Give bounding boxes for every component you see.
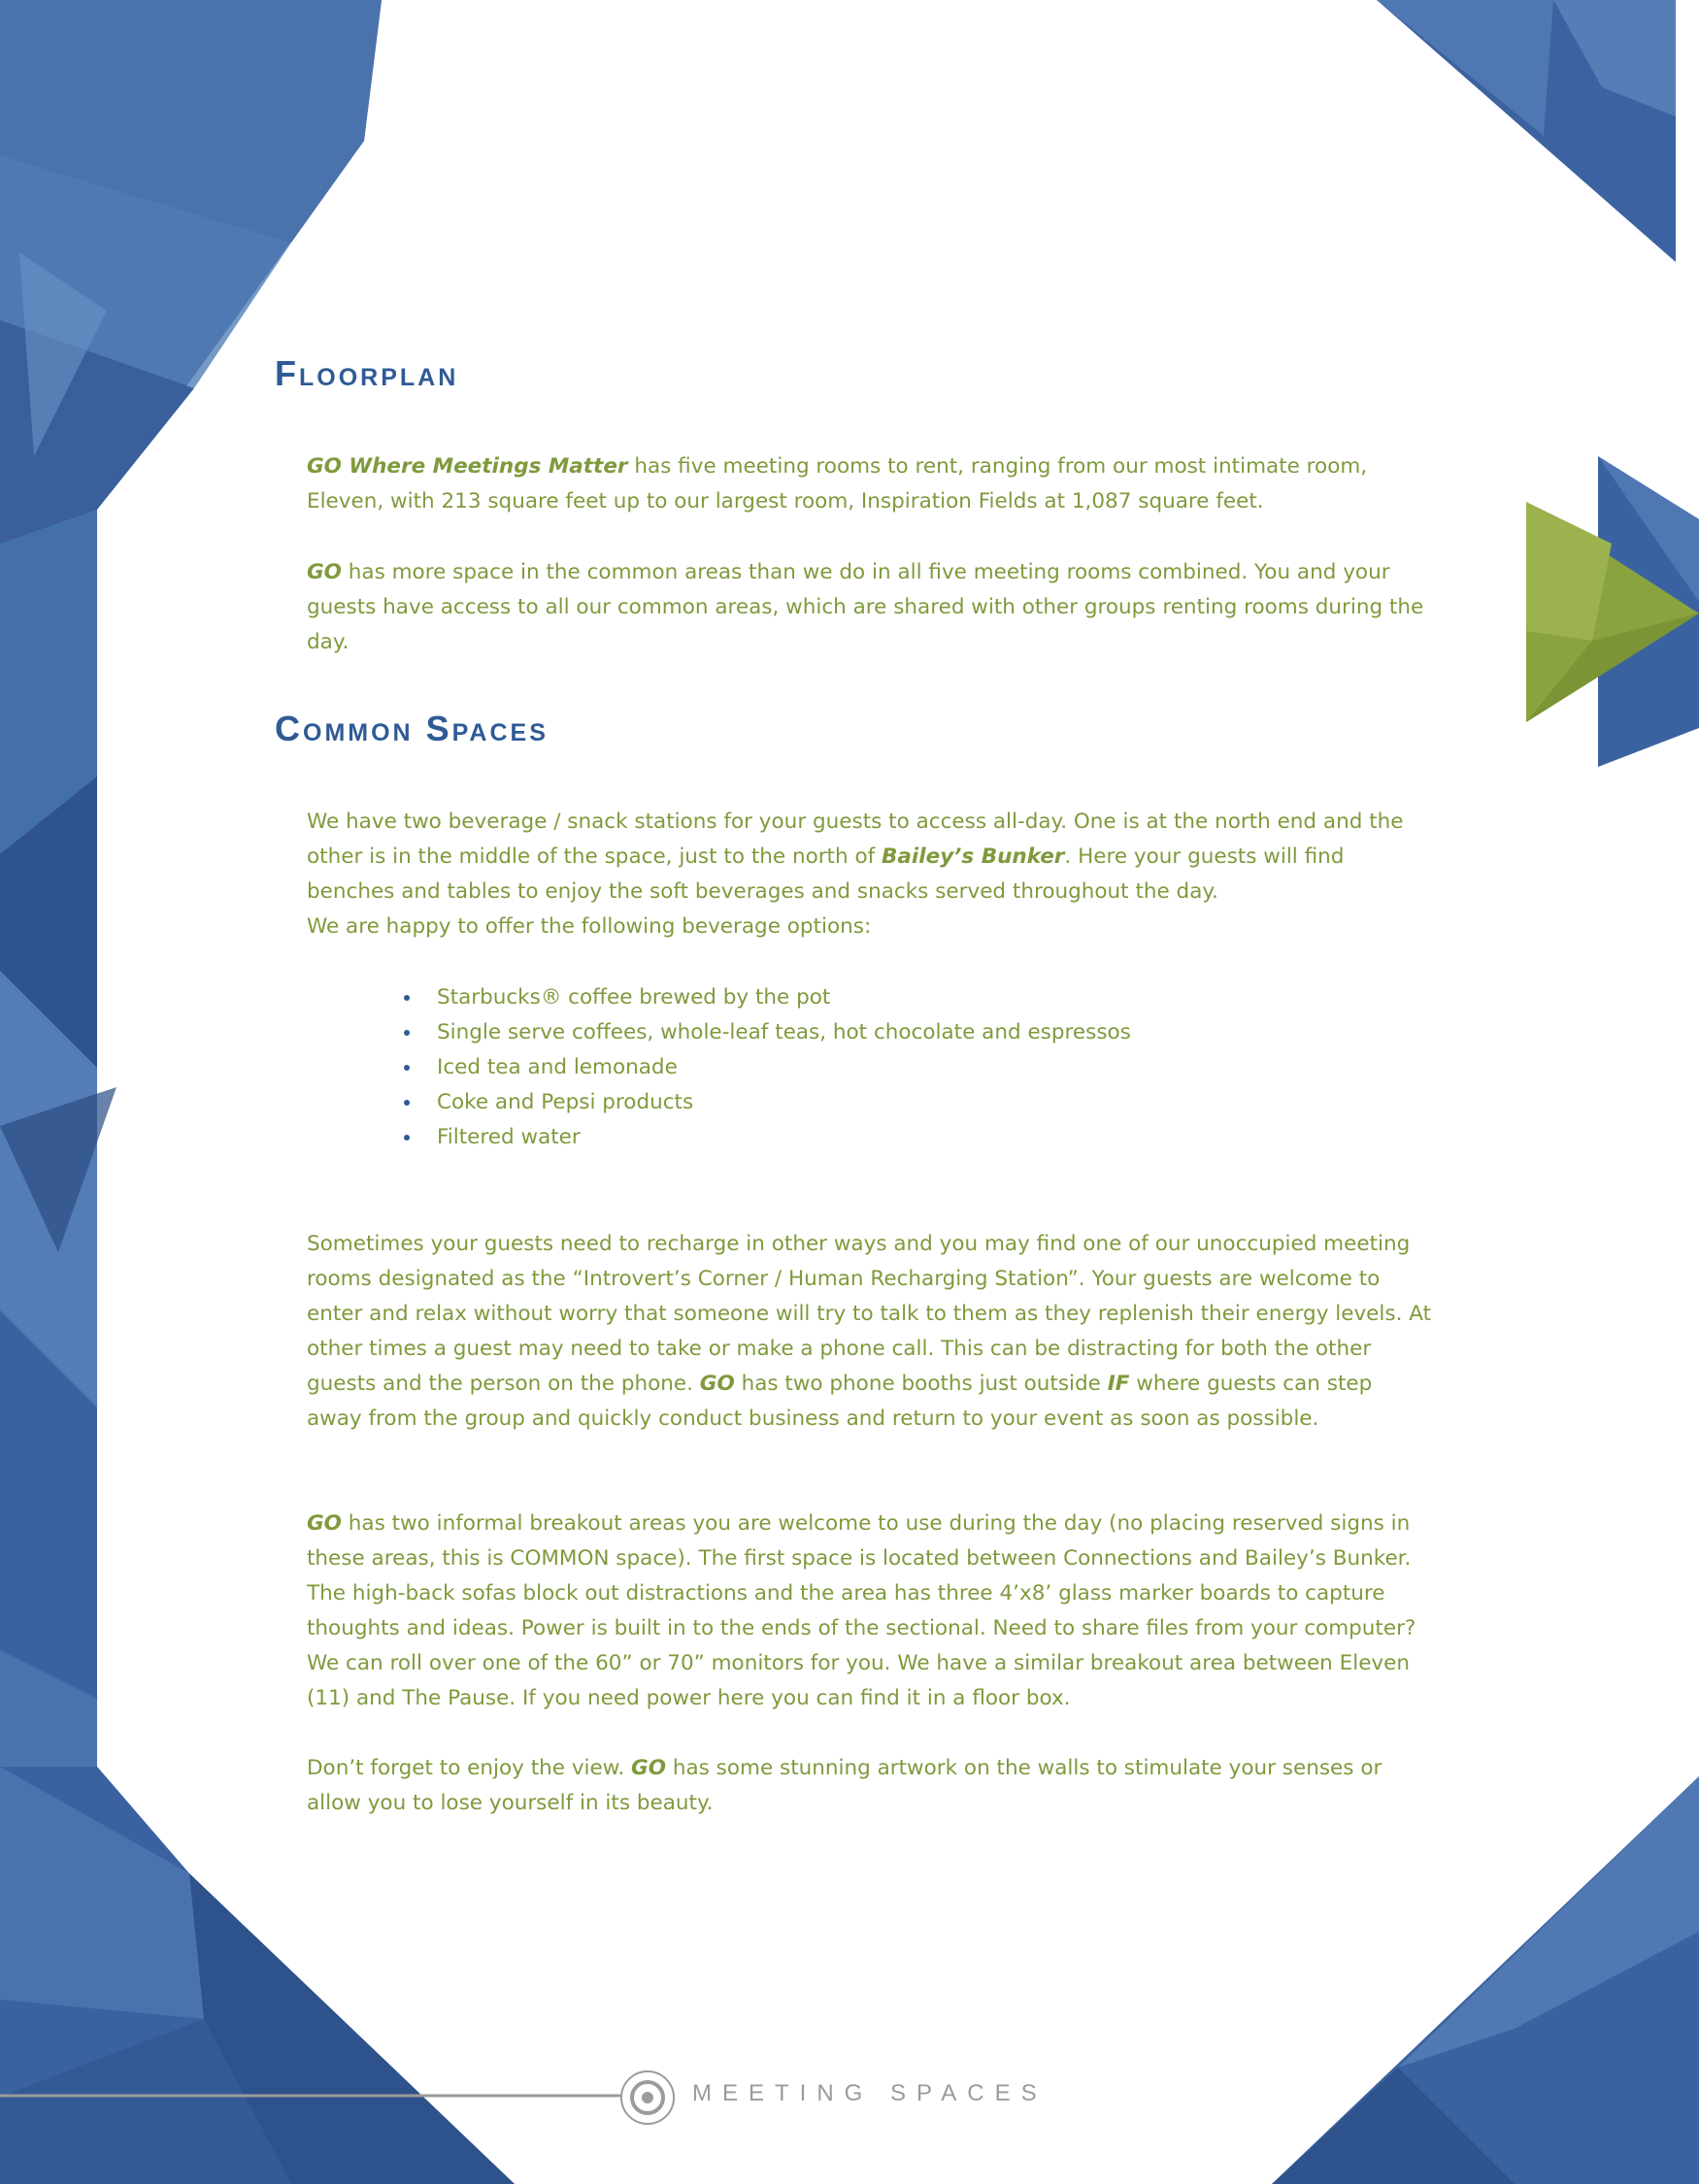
go-where-meetings-matter: GO Where Meetings Matter xyxy=(307,454,628,479)
go-name: GO xyxy=(307,560,342,584)
recharge-text-c: where guests can step away from the group and quickly conduct business and return to your event as soon as possible. xyxy=(307,1372,1373,1431)
beverage-stations-text-b: . Here your guests will find benches and tables to enjoy the soft beverages and snacks served throughout the day. xyxy=(307,844,1345,904)
floorplan-paragraph-2 xyxy=(307,555,1433,660)
go-name: GO xyxy=(631,1756,666,1780)
breakout-areas-paragraph xyxy=(307,1506,1433,1716)
list-item: Iced tea and lemonade xyxy=(398,1050,1131,1085)
beverage-list xyxy=(398,980,1131,1155)
list-item: Filtered water xyxy=(398,1120,1131,1155)
recharge-paragraph xyxy=(307,1227,1433,1437)
floorplan-heading: Floorplan xyxy=(275,353,459,393)
recharge-text-b: has two phone booths just outside xyxy=(734,1372,1108,1396)
baileys-bunker: Bailey’s Bunker xyxy=(882,844,1065,869)
list-item: Single serve coffees, whole-leaf teas, hot chocolate and espressos xyxy=(398,1015,1131,1050)
common-spaces-heading: Common Spaces xyxy=(275,709,549,748)
view-paragraph xyxy=(307,1751,1433,1821)
footer-label: MEETING SPACES xyxy=(692,2080,1048,2106)
view-text-a: Don’t forget to enjoy the view. xyxy=(307,1756,632,1780)
beverage-stations-paragraph xyxy=(307,805,1433,944)
go-name: GO xyxy=(307,1511,342,1536)
go-name: GO xyxy=(699,1372,735,1396)
beverage-options-intro: We are happy to offer the following beverage options: xyxy=(307,914,872,939)
floorplan-paragraph-2-text: has more space in the common areas than we do in all five meeting rooms combined. You and your guests have access to all our common areas, which are shared with other groups renting rooms during the day. xyxy=(307,560,1424,654)
breakout-areas-text: has two informal breakout areas you are welcome to use during the day (no placing reserved signs in these areas, this is COMMON space). The first space is located between Connections and Bailey’s Bunker. The high-back sofas block out distractions and the area has three 4’x8’ glass marker boards to capture thoughts and ideas. Power is built in to the ends of the sectional. Need to share files from your computer? We can roll over one of the 60” or 70” monitors for you. We have a similar breakout area between Eleven (11) and The Pause. If you need power here you can find it in a floor box. xyxy=(307,1511,1416,1710)
beverage-stations-text-a: We have two beverage / snack stations for your guests to access all-day. One is at the north end and the other is in the middle of the space, just to the north of xyxy=(307,810,1404,869)
view-text-b: has some stunning artwork on the walls to stimulate your senses or allow you to lose yourself in its beauty. xyxy=(307,1756,1383,1815)
floorplan-paragraph-1 xyxy=(307,449,1433,519)
floorplan-paragraph-1-text: has five meeting rooms to rent, ranging from our most intimate room, Eleven, with 213 square feet up to our largest room, Inspiration Fields at 1,087 square feet. xyxy=(307,454,1368,513)
list-item: Coke and Pepsi products xyxy=(398,1085,1131,1120)
list-item: Starbucks® coffee brewed by the pot xyxy=(398,980,1131,1015)
if-name: IF xyxy=(1107,1372,1130,1396)
recharge-text-a: Sometimes your guests need to recharge in other ways and you may find one of our unoccupied meeting rooms designated as the “Introvert’s Corner / Human Recharging Station”. Your guests are welcome to enter and relax without worry that someone will try to talk to them as they replenish their energy levels. At other times a guest may need to take or make a phone call. This can be distracting for both the other guests and the person on the phone. xyxy=(307,1232,1432,1396)
